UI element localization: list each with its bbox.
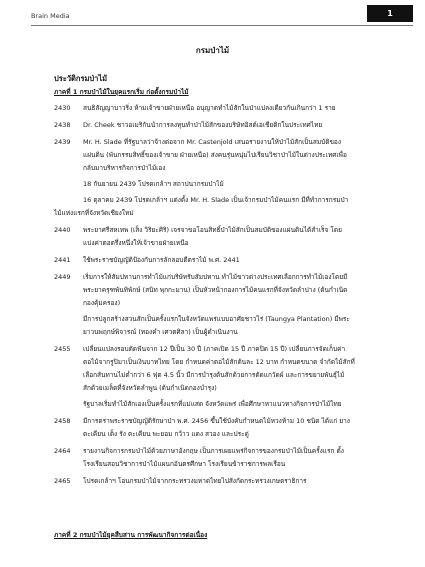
entry-year: 2464 <box>54 447 71 455</box>
entry-year: 2438 <box>54 121 71 129</box>
entry-year: 2440 <box>54 226 71 234</box>
entry-year: 2455 <box>54 345 71 353</box>
entry-line: มีการตราพระราชบัญญัติรักษาป่า พ.ศ. 2456 ขึ้นใช้บังคับกำหนดไม้หวงห้าม 10 ชนิด ได้แก่ ยาง <box>83 417 350 425</box>
timeline-entry <box>54 254 399 267</box>
timeline-entry <box>54 102 399 115</box>
entry-line: กลับมาบริหารกิจการป่าไม้เอง <box>83 164 166 172</box>
timeline-entry <box>54 224 399 250</box>
timeline-entry <box>54 415 399 441</box>
page-number-badge: 1 <box>367 5 413 22</box>
section-title: ประวัติกรมป่าไม้ <box>54 74 108 83</box>
period-heading-1: ภาคที่ 1 กรมป่าไม้ในยุคแรกเริ่ม ก่อตั้งกรมป่าไม้ <box>54 88 189 96</box>
entry-year: 2449 <box>54 273 71 281</box>
entry-line: 16 ตุลาคม 2439 โปรดเกล้าฯ แต่งตั้ง Mr. H. Slade เป็นเจ้ากรมป่าไม้คนแรก มีที่ทำการกรมป่า <box>83 196 349 204</box>
timeline-entry <box>54 119 399 132</box>
entry-line: รายงานกิจการกรมป่าไม้ด้วยภาษาอังกฤษ เป็นการเผยแพร่กิจการของกรมป่าไม้เป็นครั้งแรก ตั้ง <box>83 447 344 455</box>
timeline-entry <box>54 475 399 488</box>
brand-label: Brain Media <box>31 12 70 20</box>
entry-year: 2465 <box>54 477 71 485</box>
entry-line: ตอไม้จากรูปิมาเป็นเงินบาทไทย โดย กำหนดค่าตอไม้สักต้นละ 12 บาท กำหนดขนาด จำกัดไม้สักที่ <box>83 358 355 366</box>
entry-line: ใช้พระราชบัญญัติป้องกันการลักลอบตีตราไม้ พ.ศ. 2441 <box>83 256 240 264</box>
entry-year: 2439 <box>54 138 71 146</box>
entry-line: เริ่มการให้สัมปทานการทำไม้แก่บริษัทรับสัมปทาน ทำไม้ขาวต่างประเทศเลือกการทำไม้เองโดยมี <box>83 273 348 281</box>
entry-line: ไม้แห่งแรกที่จังหวัดเชียงใหม่ <box>54 209 134 217</box>
entry-year: 2430 <box>54 104 71 112</box>
header-divider <box>31 25 413 26</box>
entry-year: 2441 <box>54 256 71 264</box>
entry-line: Mr. H. Slade ที่รัฐบาลว่าจ้างต่อจาก Mr. Castenjold เสนอรายงานให้ป่าไม้สักเป็นสมบัติของ <box>83 138 341 146</box>
entry-line: ยาวนพฤกษ์พิจารณ์ (ทองคำ เศวตศิลา) เป็นผู้ดำเนินงาน <box>83 328 238 336</box>
timeline-entry <box>54 445 399 471</box>
entry-line: 18 กันยายน 2439 โปรดเกล้าฯ สถาปนากรมป่าไม้ <box>83 180 224 188</box>
entry-line: กองคุ้มครอง) <box>83 299 121 307</box>
entry-line: มีการปลูกสร้างสวนสักเป็นครั้งแรกในจังหวัดแพร่แบบอาศัยชาวไร่ (Taungya Plantation) มีพระ <box>83 315 350 323</box>
entry-line: สักด้วยเมล็ดที่จังหวัดลำพูน (ต้นกำเนิดกองบำรุง) <box>83 384 217 392</box>
entry-line: ตะเคียน เต็ง รัง ตะเคียน พะยอม กว้าว แดง สวอง และประดู่ <box>83 430 249 438</box>
period-heading-2: ภาคที่ 2 กรมป่าไม้ยุคสืบสาน การพัฒนากิจการต่อเนื่อง <box>54 531 208 539</box>
entry-line: สนธิสัญญาบาวริ่ง ห้ามเจ้าขายฝ่ายเหนือ อนุญาตทำไม้สักในป่าแปลงเดียวกันเกินกว่า 1 ราย <box>83 104 336 112</box>
entry-line: เลือกสันทานไม่ต่ำกว่า 6 ฟุต 4.5 นิ้ว มีการบำรุงต้นสักด้วยการตัดแกวัดผ์ และการขยายพันธุ์ไม้ <box>83 371 345 379</box>
entry-line: เปลี่ยนแปลงรอบตัดฟันจาก 12 ปีเป็น 30 ปี (ภาคเปิด 15 ปี ภาคปิด 15 ปี) เปลี่ยนการจัดเก็บค่า <box>83 345 346 353</box>
entry-year: 2458 <box>54 417 71 425</box>
entry-line: แบ่งค่าตอตรึ่งหนึ่งให้เจ้าขายฝ่ายเหนือ <box>83 239 189 247</box>
entry-line: พระยาศรีสหเทพ (เส็ง วิริยะศิริ) เจรจาขอโอนสิทธิ์ป่าไม้สักเป็นสมบัติของแผ่นดินได้สำเร็จ โดย <box>83 226 342 234</box>
entry-line: แผ่นดิน (พันกรรมสิทธิ์ของเจ้าขาย ฝ่ายเหนือ) ส่งคนรุ่นหนุ่มไปเรียนวิชาป่าไม้ในต่างประเทศเพื่อ <box>83 151 347 159</box>
entry-line: Dr. Cheek ชาวอเมริกันนำการลงทุนทำป่าไม้สักของบริษัทอิสต์เอเชียติกในประเทศไทย <box>83 121 323 129</box>
entry-line: โรงเรียนสอนวิชาการป่าไม้แผนกอันตรศึกษา โรงเรียนข้าราชการพลเรือน <box>83 460 286 468</box>
entry-line: โปรดเกล้าฯ โอนกรมป่าไม้จากกระทรวงมหาดไทยไปสังกัดกระทรวงเกษตราธิการ <box>83 477 307 485</box>
timeline-entry <box>54 271 399 339</box>
timeline-entry <box>54 343 399 411</box>
timeline-entry <box>54 136 399 220</box>
document-title: กรมป่าไม้ <box>195 46 230 55</box>
timeline <box>54 102 399 488</box>
entry-line: พระยาครุฑพันทิพักษ์ (สนิท พุกกะมาน) เป็นหัวหน้ากองการไม้คนแรกที่จังหวัดลำปาง (ต้นกำเนิด <box>83 286 348 294</box>
entry-line: รัฐบาลเริ่มทำไม้สักเองเป็นครั้งแรกที่แม่แสด จังหวัดแพร่ เพื่อศึกษาหาแนวทางกิจการป่าไม้ไทย <box>83 400 342 408</box>
